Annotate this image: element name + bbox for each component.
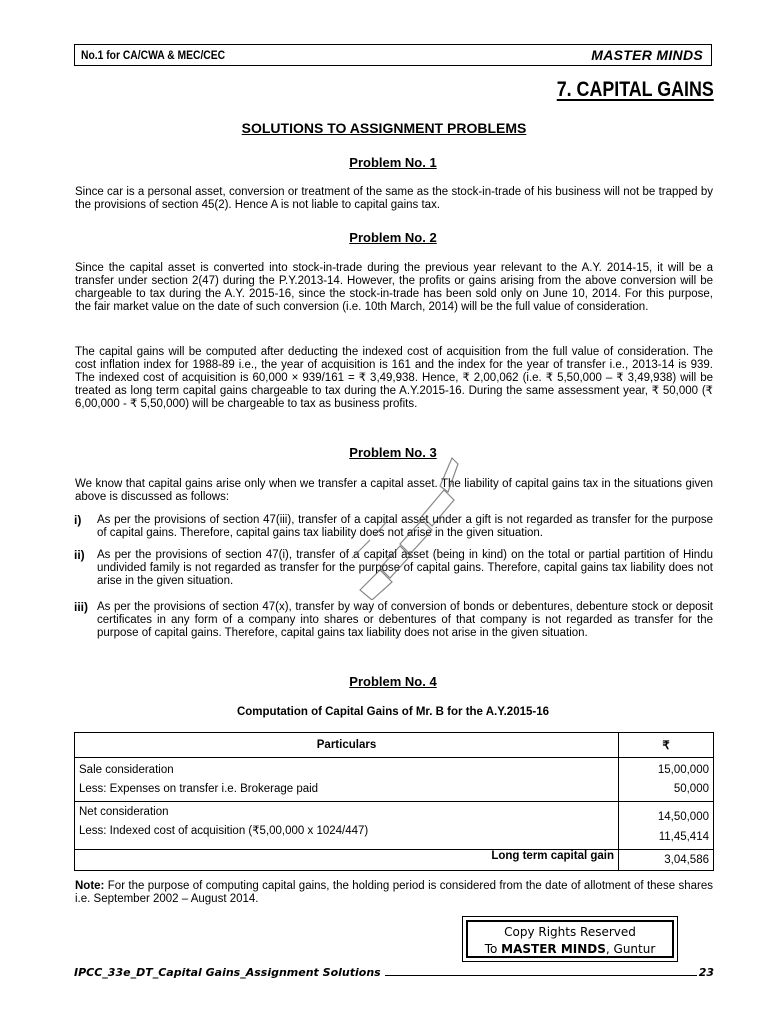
copyright-line-2 <box>468 941 672 958</box>
particulars-header: Particulars <box>75 733 619 758</box>
problem-4-heading: Problem No. 4 <box>349 674 437 689</box>
table-row <box>75 802 714 850</box>
computation-table <box>74 732 714 871</box>
list-marker: iii) <box>74 600 88 614</box>
note-paragraph <box>75 880 713 906</box>
footer-label: IPCC_33e_DT_Capital Gains_Assignment Solutions <box>74 966 381 979</box>
sale-consideration-value: 15,00,000 <box>657 764 709 776</box>
indexed-cost-label: Less: Indexed cost of acquisition (₹5,00,000 x 1024/447) <box>79 825 369 837</box>
expenses-value: 50,000 <box>673 783 709 795</box>
amount-cell <box>619 802 714 850</box>
copyright-suffix: , Guntur <box>605 942 656 956</box>
section-title: SOLUTIONS TO ASSIGNMENT PROBLEMS <box>241 120 527 136</box>
problem-2-paragraph-2: The capital gains will be computed after deducting the indexed cost of acquisition from the full value of consideration. The cost inflation index for 1988-89 i.e., the year of acquisition is 161 and the index for the year of transfer i.e., 2013-14 is 939. The indexed cost of acquisition is 60,000 × 939/161 = ₹ 3,49,938. Hence, ₹ 2,00,062 (i.e. ₹ 5,50,000 – ₹ 3,49,938) will be treated as long term capital gains chargeable to tax during the A.Y.2015-16. During the same assessment year, ₹ 50,000 (₹ 6,00,000 - ₹ 5,50,000) will be chargeable to tax as business profits. <box>75 346 713 410</box>
amount-header: ₹ <box>619 733 714 758</box>
list-marker: i) <box>74 513 82 527</box>
copyright-brand: MASTER MINDS <box>501 942 606 956</box>
problem-1-heading: Problem No. 1 <box>349 155 437 170</box>
expenses-label: Less: Expenses on transfer i.e. Brokerage paid <box>79 783 319 795</box>
master-minds-watermark-icon <box>340 450 460 600</box>
table-header-row <box>75 733 714 758</box>
problem-2-paragraph-1: Since the capital asset is converted into stock-in-trade during the previous year relevant to the A.Y. 2014-15, it will be a transfer under section 2(47) during the P.Y.2013-14. However, the profits or gains arising from the above conversion will be chargeable to tax during the A.Y. 2015-16, since the stock-in-trade has been sold only on June 10, 2014. For this purpose, the fair market value on the date of such conversion (i.e. 10th March, 2014) will be the full value of consideration. <box>75 262 713 313</box>
table-row <box>75 758 714 802</box>
list-item-text: As per the provisions of section 47(i), transfer of a capital asset (being in kind) on the total or partial partition of Hindu undivided family is not regarded as transfer for the purpose of capital gains. Therefore, capital gains tax liability does not arise in the given situation. <box>97 549 713 587</box>
ltcg-value: 3,04,586 <box>619 850 714 871</box>
list-item-text: As per the provisions of section 47(x), transfer by way of conversion of bonds or debentures, debenture stock or deposit certificates in any form of a company into shares or debentures of that company is not regarded as transfer for the purpose of capital gains. Therefore, capital gains tax liability does not arise in the given situation. <box>97 601 713 639</box>
particulars-cell <box>75 802 619 850</box>
problem-3-heading: Problem No. 3 <box>349 445 437 460</box>
page-number: 23 <box>698 966 714 979</box>
copyright-prefix: To <box>484 942 502 956</box>
indexed-cost-value: 11,45,414 <box>658 831 709 843</box>
net-consideration-value: 14,50,000 <box>657 811 709 823</box>
page-header <box>74 44 712 66</box>
copyright-inner <box>466 920 674 958</box>
copyright-box <box>462 916 678 962</box>
page-footer <box>74 966 714 979</box>
footer-rule <box>385 966 697 976</box>
header-brand: MASTER MINDS <box>591 47 703 63</box>
amount-cell <box>619 758 714 802</box>
table-row <box>75 850 714 871</box>
chapter-title: 7. CAPITAL GAINS <box>556 78 714 101</box>
note-label: Note: <box>75 880 105 892</box>
problem-1-paragraph: Since car is a personal asset, conversion or treatment of the same as the stock-in-trade of his business will not be trapped by the provisions of section 45(2). Hence A is not liable to capital gains tax. <box>75 186 713 211</box>
problem-2-heading: Problem No. 2 <box>349 230 437 245</box>
problem-3-intro: We know that capital gains arise only when we transfer a capital asset. The liability of capital gains tax in the situations given above is discussed as follows: <box>75 478 713 503</box>
net-consideration-label: Net consideration <box>79 806 169 818</box>
computation-title: Computation of Capital Gains of Mr. B for the A.Y.2015-16 <box>236 706 550 718</box>
ltcg-label: Long term capital gain <box>75 850 619 871</box>
header-tagline: No.1 for CA/CWA & MEC/CEC <box>81 48 226 62</box>
note-text: For the purpose of computing capital gains, the holding period is considered from the date of allotment of these shares i.e. September 2002 – August 2014. <box>75 880 713 905</box>
copyright-line-1: Copy Rights Reserved <box>504 925 636 939</box>
list-marker: ii) <box>74 548 85 562</box>
sale-consideration-label: Sale consideration <box>79 764 174 776</box>
list-item-text: As per the provisions of section 47(iii), transfer of a capital asset under a gift is not regarded as transfer for the purpose of capital gains. Therefore, capital gains tax liability does not arise in the given situation. <box>97 514 713 539</box>
particulars-cell <box>75 758 619 802</box>
